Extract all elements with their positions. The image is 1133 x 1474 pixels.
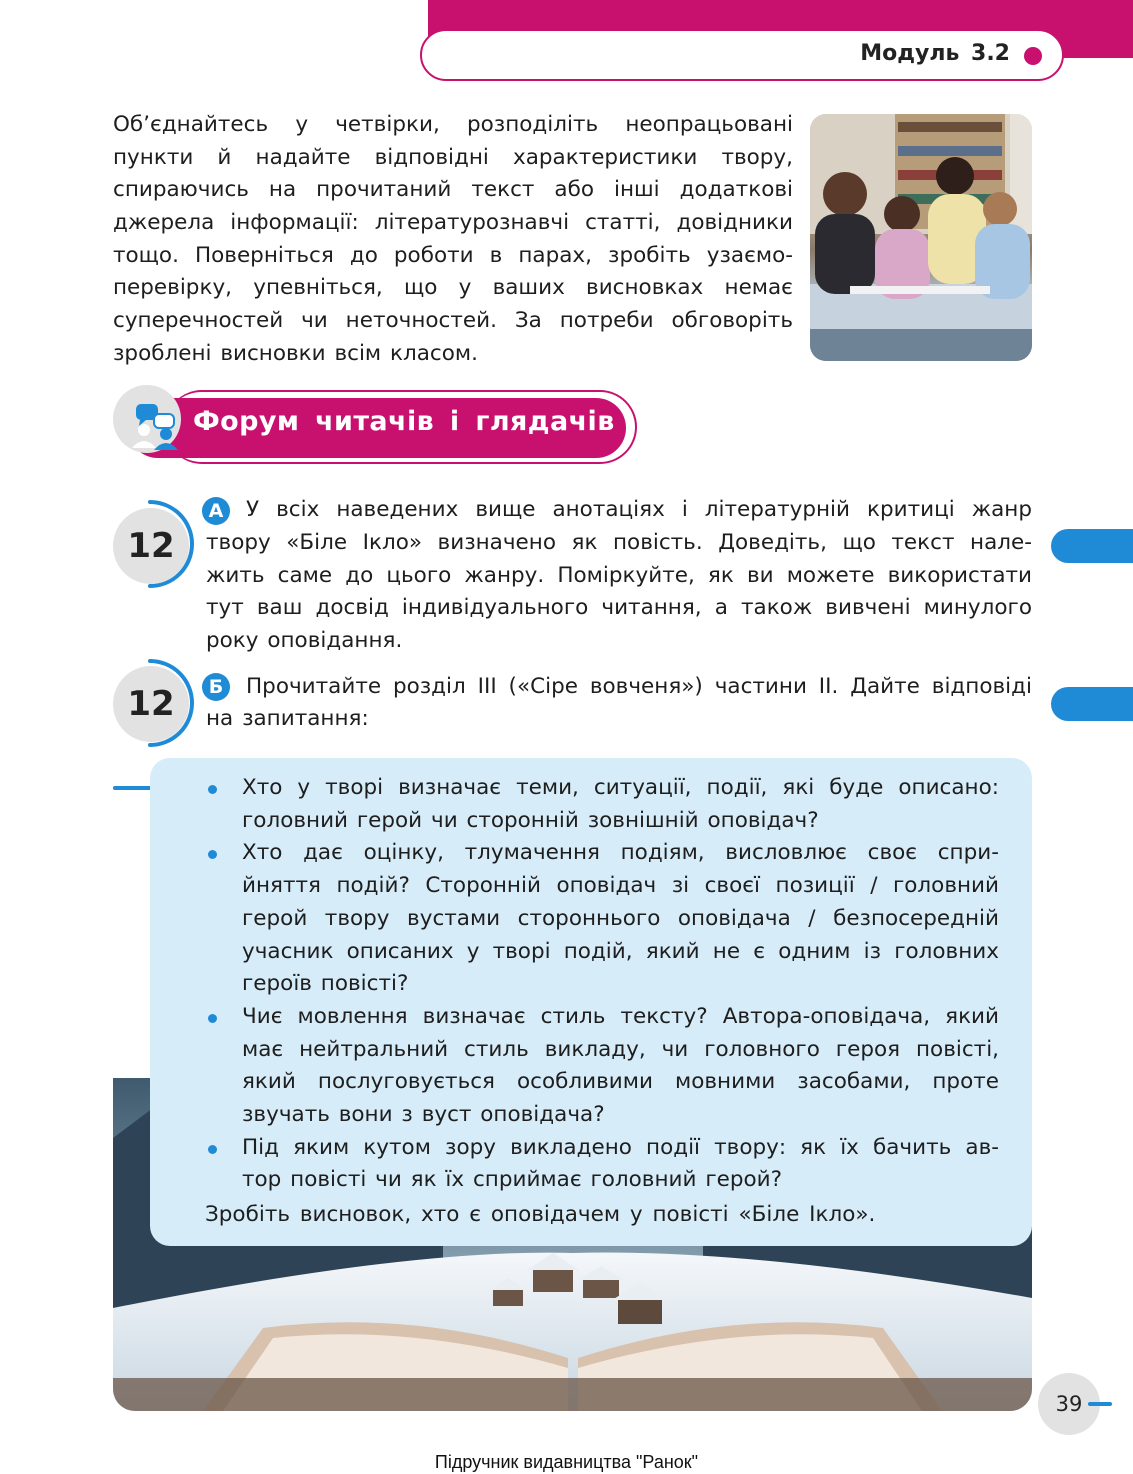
list-item: який послуговується особливими мовними засобами, проте <box>242 1069 999 1095</box>
intro-line: зроблені висновки всім класом. <box>113 341 478 366</box>
list-item: учасник описаних у творі подій, який не є одним із головних <box>242 938 999 964</box>
conclusion-text: Зробіть висновок, хто є оповідачем у повісті «Біле Ікло». <box>205 1202 876 1227</box>
task-number-12b: 12 <box>113 666 189 742</box>
people-discussion-icon <box>130 400 180 450</box>
intro-line: тощо. Поверніться до роботи в парах, зробіть узаємо- <box>113 243 793 268</box>
task-a-line: року оповідання. <box>206 628 403 653</box>
intro-line: суперечностей чи неточностей. За потреби обговоріть <box>113 308 793 333</box>
task-b-line: на запитання: <box>206 706 369 731</box>
list-item: головний герой чи сторонній зовнішній оповідач? <box>242 807 819 833</box>
bullet-icon <box>208 785 217 794</box>
list-item: має нейтральний стиль викладу, чи головного героя повісті, <box>242 1036 999 1062</box>
intro-line: джерела інформації: літературознавчі статті, довідники <box>113 210 793 235</box>
forum-title: Форум читачів і глядачів <box>193 406 615 437</box>
students-library-photo <box>810 114 1032 361</box>
questions-list <box>205 772 999 1197</box>
intro-line: пункти й надайте відповідні характеристики твору, <box>113 145 793 170</box>
task-a-line: У всіх наведених вище анотаціях і літературній критиці жанр <box>246 497 1032 522</box>
task-letter-b: Б <box>202 673 230 701</box>
task-a-line: тут ваш досвід індивідуального читання, а також вивчені минулого <box>206 595 1032 620</box>
module-label: Модуль 3.2 <box>860 41 1010 66</box>
task-b-line: Прочитайте розділ ІІІ («Сіре вовченя») частини ІІ. Дайте відповіді <box>246 674 1032 699</box>
intro-line: перевірку, упевніться, що у ваших висновках немає <box>113 275 793 300</box>
task-a-line: жить саме до цього жанру. Поміркуйте, як ви можете використати <box>206 563 1032 588</box>
list-item: герой твору вустами стороннього оповідача / безпосередній <box>242 905 999 931</box>
list-item: героїв повісті? <box>242 971 409 997</box>
page-number-line <box>1088 1402 1112 1406</box>
list-item: Хто у творі визначає теми, ситуації, події, які буде описано: <box>205 772 999 805</box>
bullet-icon <box>208 1014 217 1023</box>
bullet-icon <box>208 1145 217 1154</box>
list-item: Чиє мовлення визначає стиль тексту? Автора-оповідача, який <box>205 1001 999 1034</box>
task-number-12a: 12 <box>113 508 189 584</box>
side-tab-b <box>1051 687 1133 721</box>
bullet-icon <box>208 850 217 859</box>
intro-line: спираючись на прочитаний текст або інші додаткові <box>113 177 793 202</box>
module-header <box>420 29 1064 81</box>
task-a-line: твору «Біле Ікло» визначено як повість. Доведіть, що текст нале- <box>206 530 1032 555</box>
module-dot <box>1024 47 1042 65</box>
list-item: йняття подій? Сторонній оповідач зі своєї позиції / головний <box>242 873 999 899</box>
page-number: 39 <box>1038 1373 1100 1435</box>
list-item: Хто дає оцінку, тлумачення подіям, висловлює своє спри- <box>205 837 999 870</box>
list-item: тор повісті чи як їх сприймає головний герой? <box>242 1167 783 1193</box>
side-tab-a <box>1051 529 1133 563</box>
task-letter-a: А <box>202 497 230 525</box>
intro-line: Об’єднайтесь у четвірки, розподіліть неопрацьовані <box>113 112 793 137</box>
publisher-footer: Підручник видавництва "Ранок" <box>434 1452 699 1472</box>
list-item: звучать вони з вуст оповідача? <box>242 1102 605 1128</box>
list-item: Під яким кутом зору викладено події твору: як їх бачить ав- <box>205 1132 999 1165</box>
